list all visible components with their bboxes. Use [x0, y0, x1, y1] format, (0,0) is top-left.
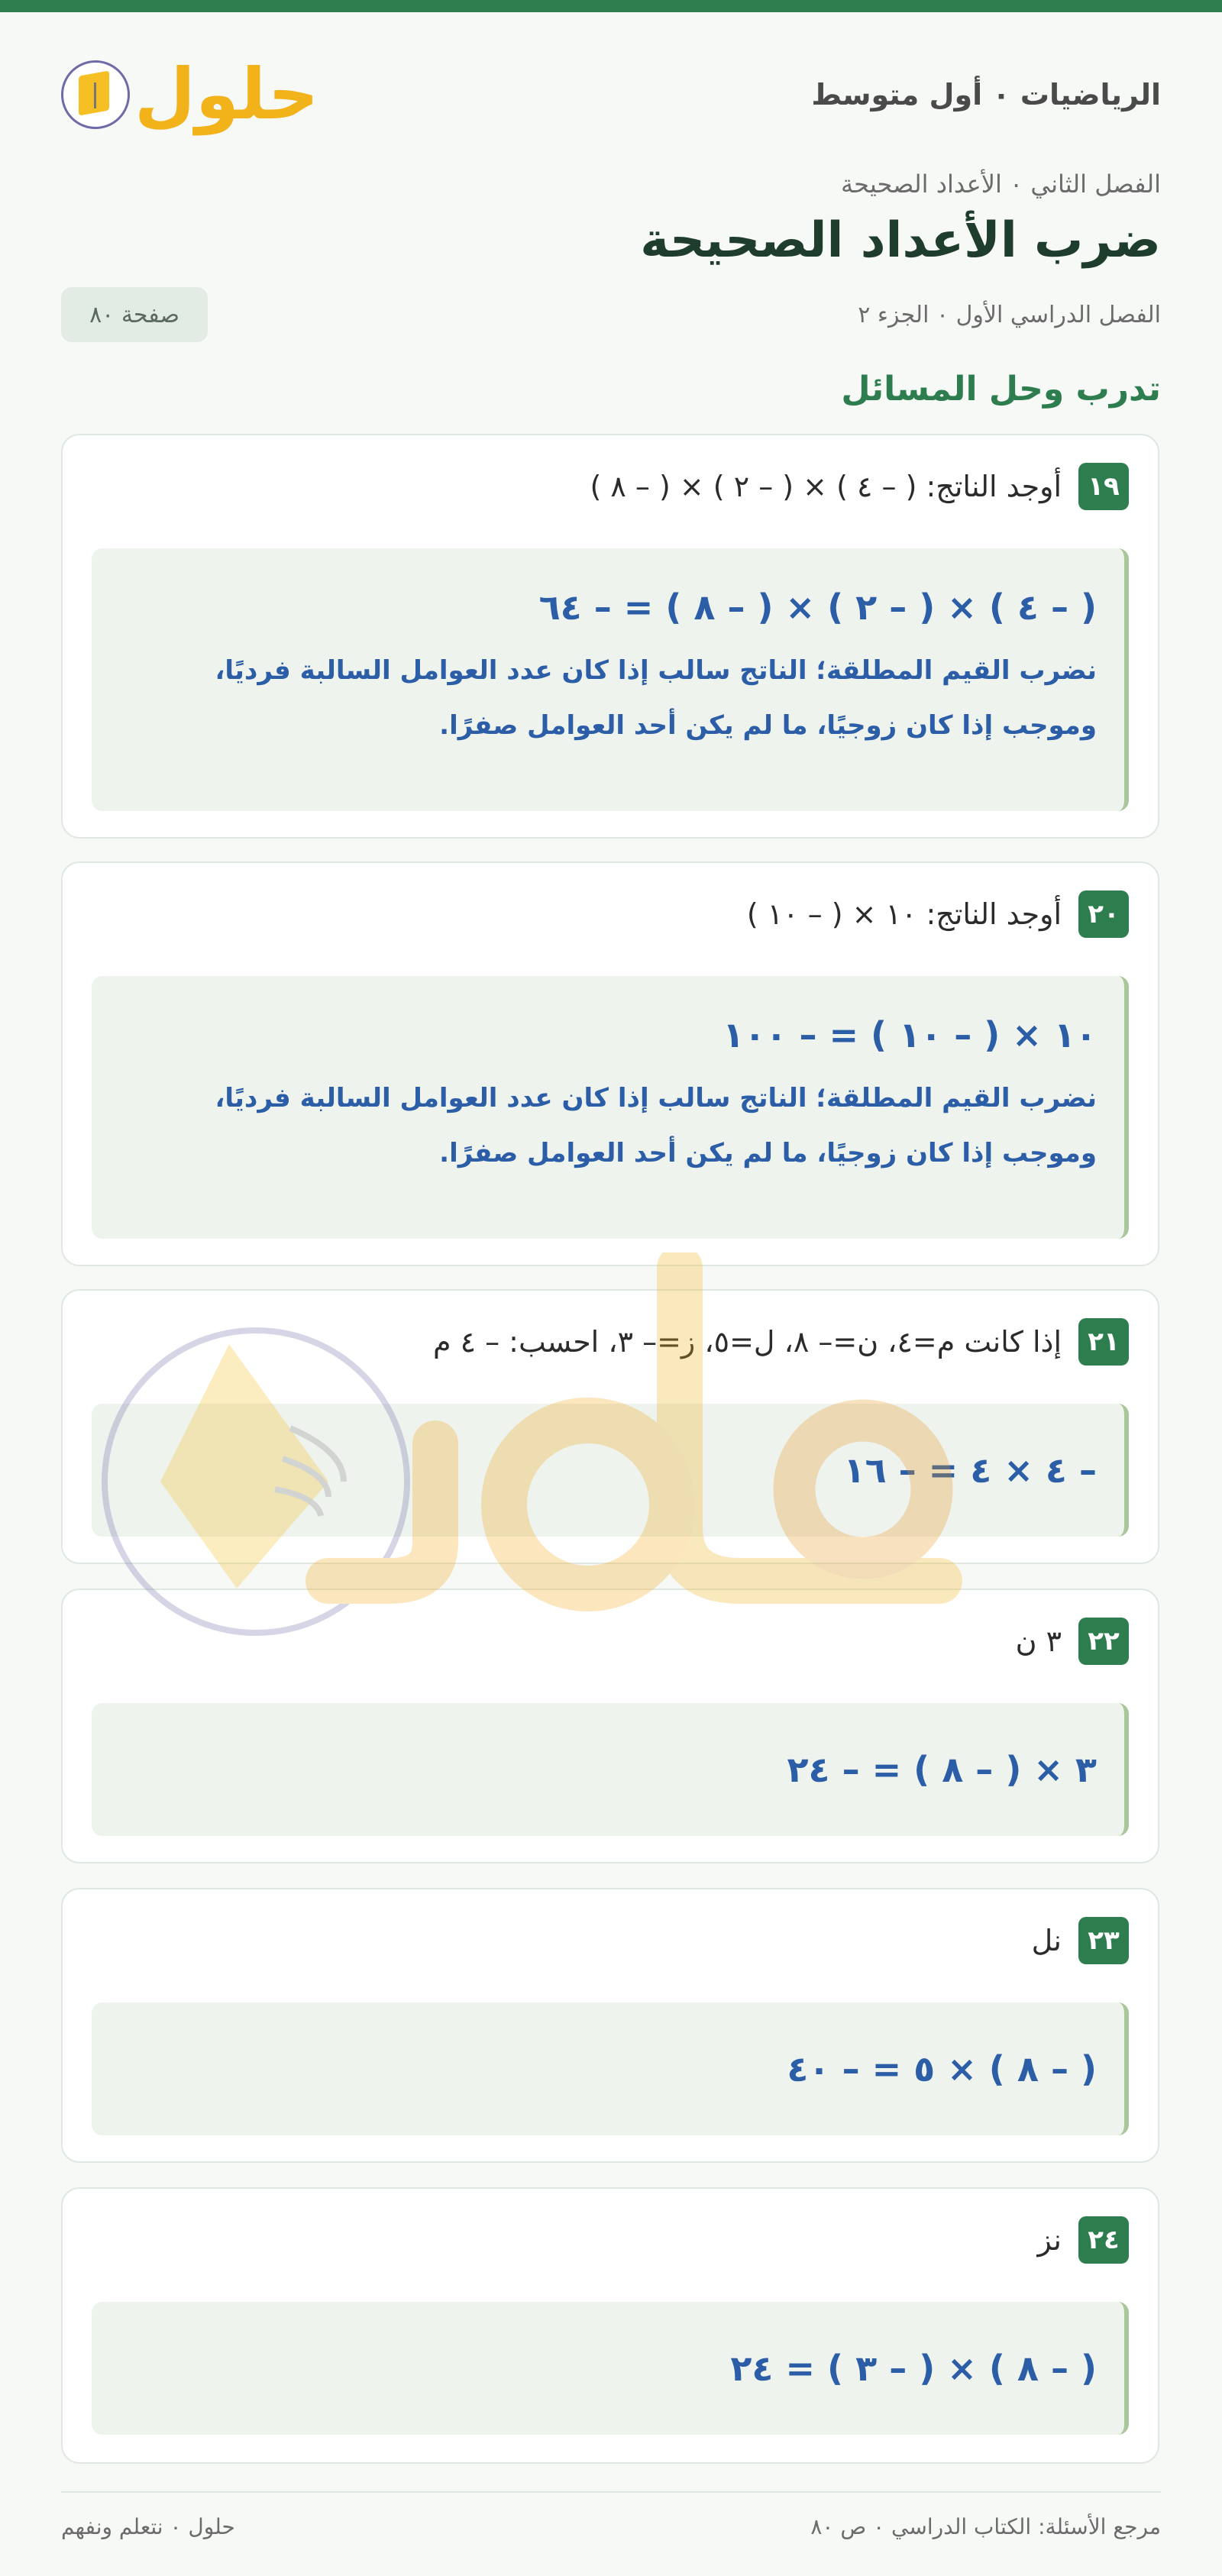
question-text: نز — [1037, 2223, 1062, 2257]
footer-brand: حلول ٠ نتعلم ونفهم — [61, 2514, 235, 2539]
answer-box — [92, 1404, 1129, 1537]
question-text: ٣ ن — [1015, 1624, 1062, 1658]
answer-equation: ( – ٤ ) × ( – ٢ ) × ( – ٨ ) = – ٦٤ — [538, 587, 1097, 628]
answer-note-line-2: وموجب إذا كان زوجيًا، ما لم يكن أحد العوامل صفرًا. — [439, 710, 1097, 741]
answer-equation: ( – ٨ ) × ( – ٣ ) = ٢٤ — [730, 2348, 1097, 2389]
answer-note-line-1: نضرب القيم المطلقة؛ الناتج سالب إذا كان عدد العوامل السالبة فرديًا، — [215, 655, 1097, 686]
problem-number: ٢٢ — [1078, 1618, 1129, 1665]
question-row — [590, 463, 1129, 510]
question-text: أوجد الناتج: ١٠ × ( – ١٠ ) — [746, 897, 1062, 931]
answer-equation: ٣ × ( – ٨ ) = – ٢٤ — [787, 1749, 1097, 1790]
chapter-label: الفصل الثاني ٠ الأعداد الصحيحة — [841, 170, 1161, 199]
answer-equation: – ٤ × ٤ = – ١٦ — [843, 1450, 1097, 1491]
answer-box — [92, 2002, 1129, 2135]
problem-card-19 — [61, 434, 1159, 839]
footer-divider — [61, 2491, 1161, 2493]
page-title: ضرب الأعداد الصحيحة — [640, 212, 1161, 269]
answer-box — [92, 548, 1129, 811]
question-text: إذا كانت م=٤، ن=– ٨، ل=٥، ز=– ٣، احسب: – ٤ م — [432, 1325, 1062, 1359]
logo-text: حلول — [134, 53, 319, 135]
brand-logo[interactable] — [61, 53, 319, 135]
problem-card-21 — [61, 1289, 1159, 1564]
problem-card-22 — [61, 1589, 1159, 1863]
answer-box — [92, 2302, 1129, 2435]
problem-number: ١٩ — [1078, 463, 1129, 510]
page-number-badge: صفحة ٨٠ — [61, 287, 208, 342]
question-text: أوجد الناتج: ( – ٤ ) × ( – ٢ ) × ( – ٨ ) — [590, 470, 1062, 503]
section-title: تدرب وحل المسائل — [841, 370, 1161, 409]
question-row — [747, 890, 1129, 938]
book-icon — [61, 60, 130, 129]
footer-reference: مرجع الأسئلة: الكتاب الدراسي ٠ ص ٨٠ — [810, 2514, 1161, 2539]
problem-card-20 — [61, 861, 1159, 1266]
question-row — [1037, 2216, 1129, 2264]
answer-equation: ( – ٨ ) × ٥ = – ٤٠ — [787, 2048, 1097, 2090]
page-header — [61, 49, 1161, 141]
answer-note-line-1: نضرب القيم المطلقة؛ الناتج سالب إذا كان عدد العوامل السالبة فرديًا، — [215, 1083, 1097, 1113]
top-accent-bar — [0, 0, 1222, 12]
problem-card-24 — [61, 2187, 1159, 2464]
answer-note-line-2: وموجب إذا كان زوجيًا، ما لم يكن أحد العوامل صفرًا. — [439, 1138, 1097, 1168]
problem-number: ٢٠ — [1078, 890, 1129, 938]
question-row — [433, 1318, 1129, 1366]
question-text: نل — [1031, 1924, 1062, 1957]
answer-equation: ١٠ × ( – ١٠ ) = – ١٠٠ — [723, 1014, 1097, 1055]
answer-box — [92, 976, 1129, 1239]
problem-number: ٢٤ — [1078, 2216, 1129, 2264]
question-row — [1032, 1917, 1129, 1964]
question-row — [1016, 1618, 1129, 1665]
problem-number: ٢١ — [1078, 1318, 1129, 1366]
problem-card-23 — [61, 1888, 1159, 2163]
answer-box — [92, 1703, 1129, 1836]
subject-label: الرياضيات ٠ أول متوسط — [811, 78, 1161, 112]
semester-label: الفصل الدراسي الأول ٠ الجزء ٢ — [858, 302, 1161, 328]
problem-number: ٢٣ — [1078, 1917, 1129, 1964]
